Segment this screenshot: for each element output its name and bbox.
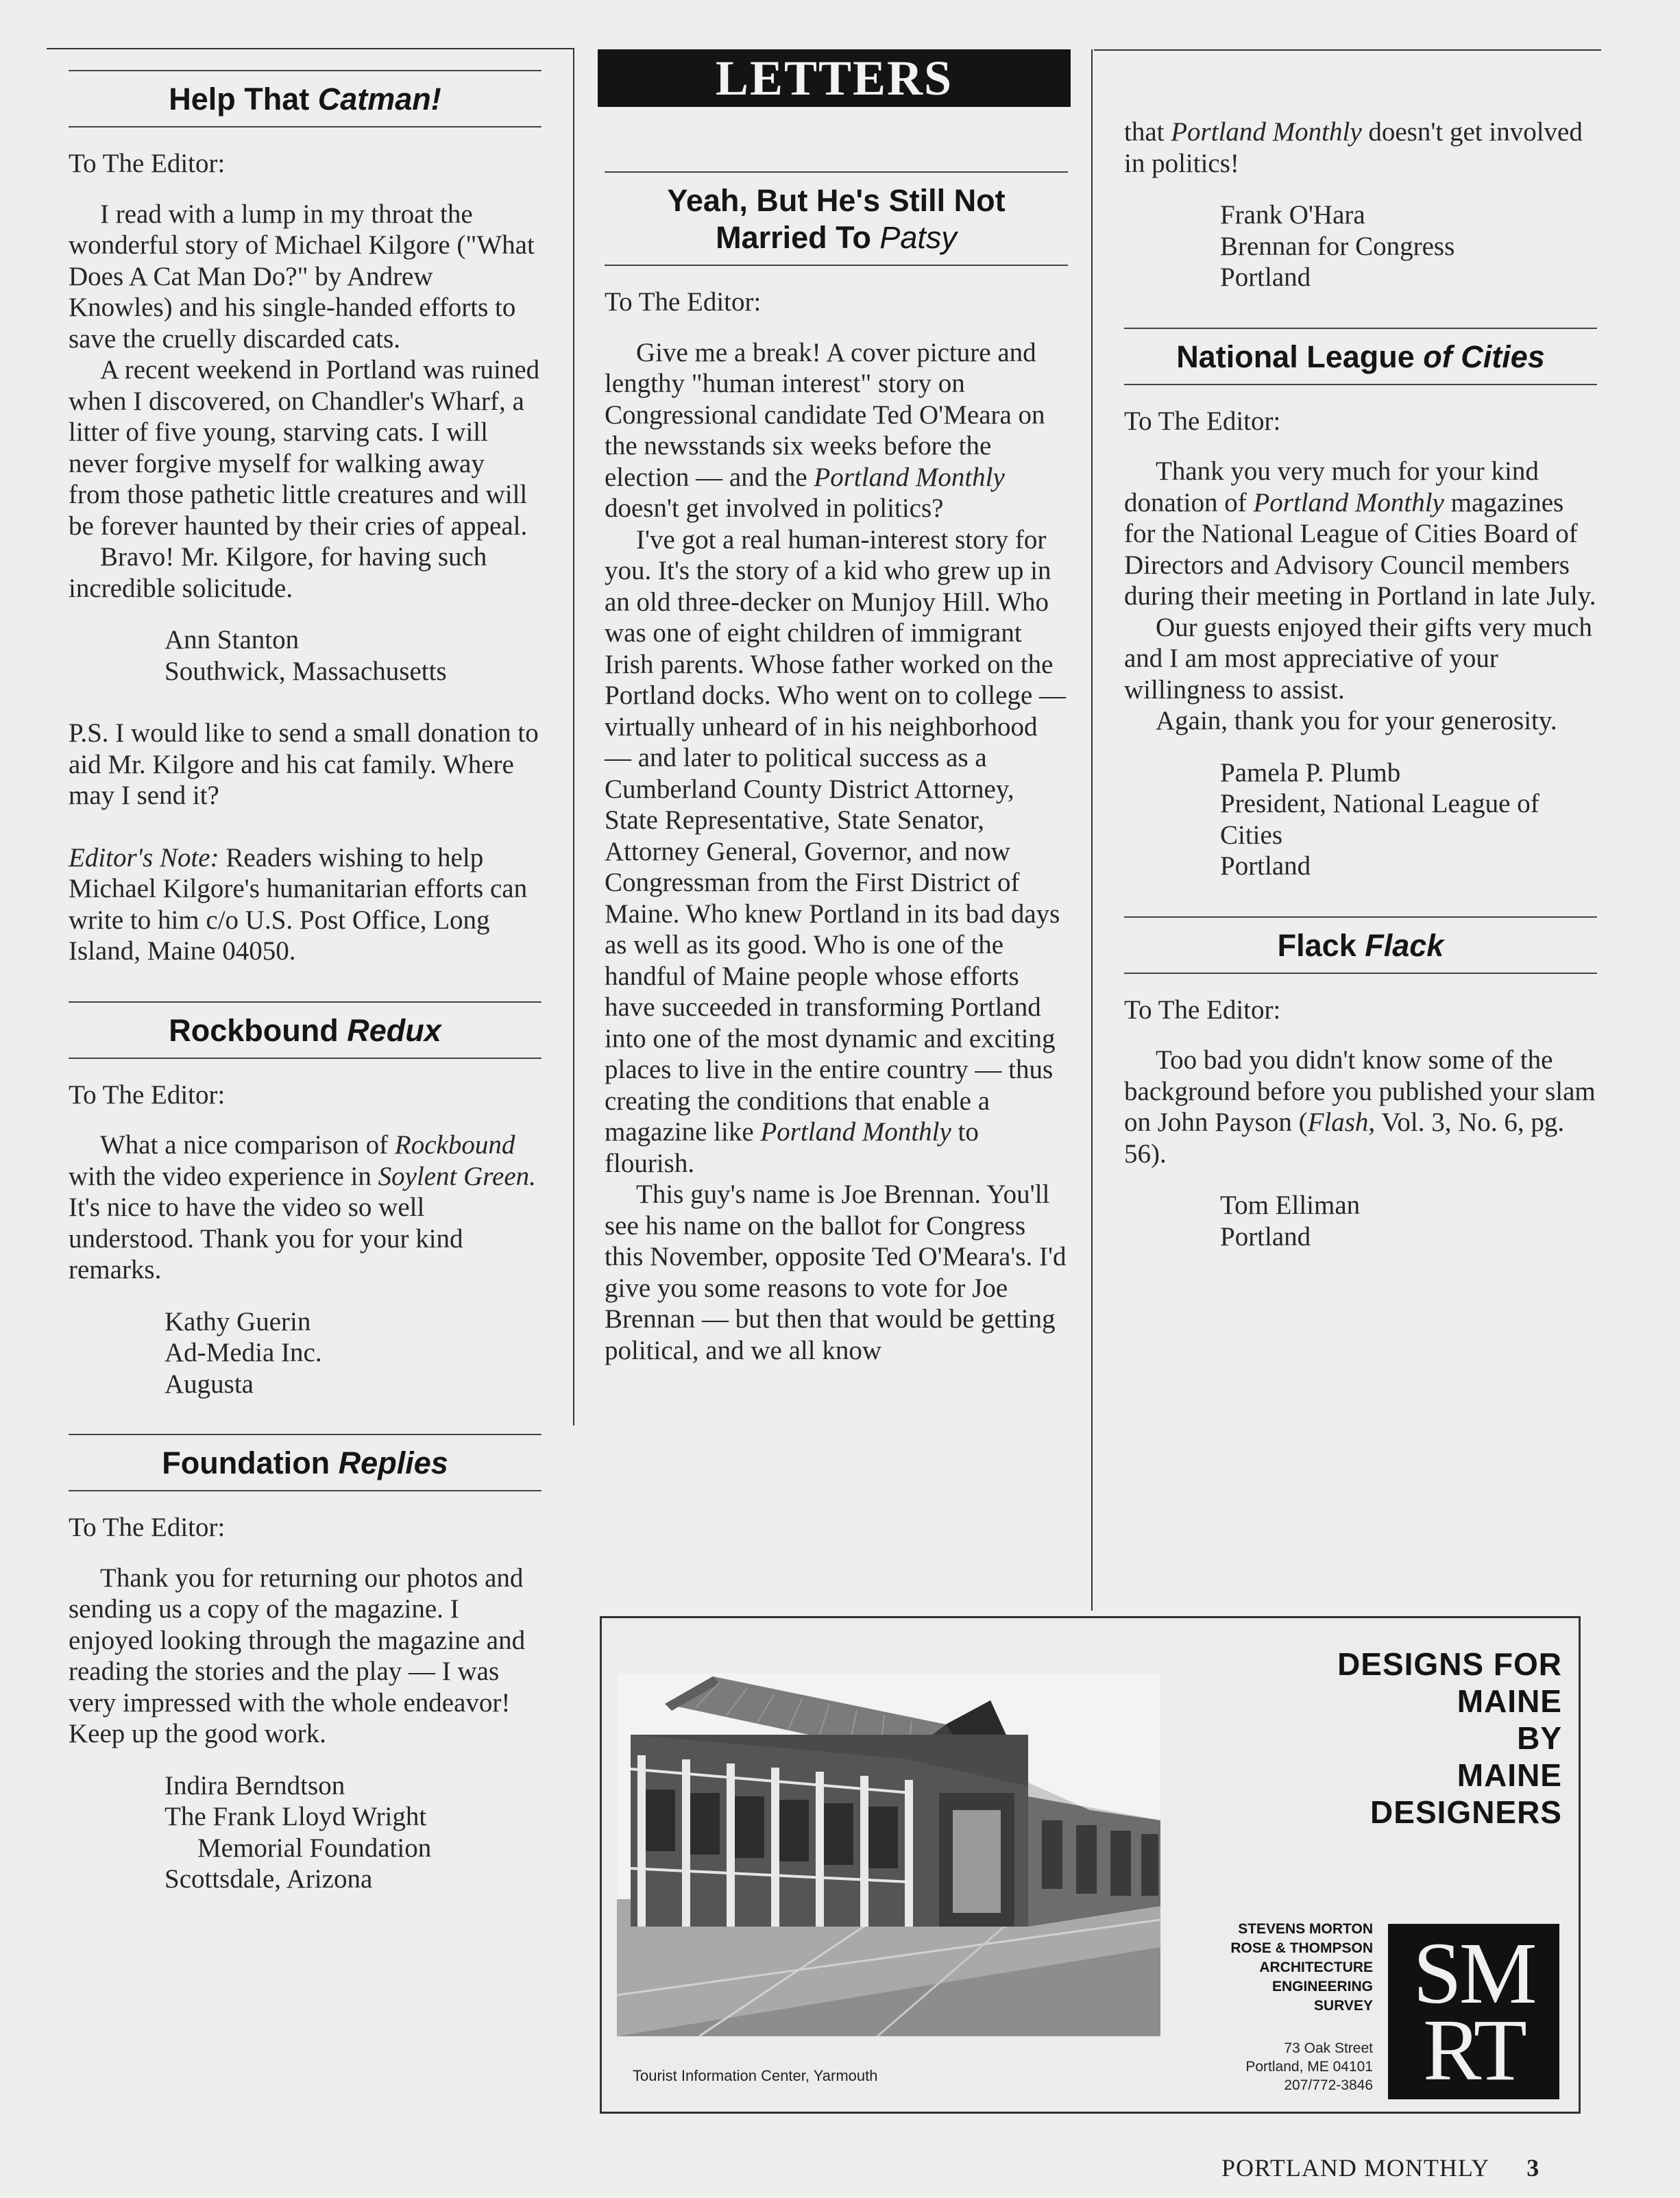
signature-place: Southwick, Massachusetts	[165, 656, 447, 686]
signature	[165, 1306, 541, 1400]
headline-bold: Rockbound	[169, 1012, 339, 1048]
signature-org: Ad-Media Inc.	[165, 1338, 322, 1367]
text-run: Give me a break! A cover picture and lengthy "human interest" story on Congressional candidate Ted O'Meara on the newsstands six weeks before the election — and the	[605, 337, 1045, 492]
letter-patsy-continued	[1124, 117, 1597, 293]
headline-bold: National League	[1176, 339, 1415, 374]
signature-name: Kathy Guerin	[165, 1306, 311, 1336]
text-run: with the video experience in	[69, 1161, 378, 1191]
firm-line: ENGINEERING	[1271, 1979, 1373, 1994]
letter-paragraph: Our guests enjoyed their gifts very much and I am most appreciative of your willingness to assist.	[1124, 612, 1592, 705]
letters-banner: LETTERS	[598, 49, 1071, 107]
signature-title: President, National League of	[1220, 789, 1539, 818]
column-divider-left	[573, 48, 574, 1426]
signature-place: Portland	[1220, 851, 1311, 881]
headline-patsy	[605, 171, 1068, 266]
signature-name: Indira Berndtson	[165, 1770, 345, 1800]
text-run: It's nice to have the video so well understood. Thank you for your kind remarks.	[69, 1193, 463, 1284]
headline-bold: Flack	[1277, 927, 1356, 963]
headline-bold: Married To	[716, 220, 871, 255]
letter-paragraph: This guy's name is Joe Brennan. You'll see his name on the ballot for Congress this November, opposite Ted O'Meara's. I'd give you some reasons to vote for Joe Brennan — but then that would be getting political, and we all know	[605, 1180, 1067, 1365]
italic-title: Rockbound	[394, 1130, 515, 1160]
firm-line: SURVEY	[1314, 1998, 1373, 2014]
signature-name: Ann Stanton	[165, 625, 300, 655]
text-run: doesn't get involved in politics!	[1124, 117, 1583, 178]
address-phone: 207/772-3846	[1284, 2077, 1373, 2093]
letter-paragraph: Thank you for returning our photos and sending us a copy of the magazine. I enjoyed looking through the magazine and reading the stories and the play — I was very impressed with the whole endeavor! Keep up the good work.	[69, 1563, 526, 1748]
headline-italic: Redux	[347, 1012, 441, 1048]
salutation: To The Editor:	[69, 149, 226, 178]
letter-paragraph	[605, 524, 1068, 1180]
firm-line: ROSE & THOMPSON	[1230, 1940, 1373, 1956]
headline-italic: Patsy	[879, 220, 957, 255]
editors-note	[69, 842, 541, 967]
ad-tagline	[1337, 1646, 1562, 1831]
salutation: To The Editor:	[69, 1513, 226, 1542]
editors-note-label: Editor's Note:	[69, 842, 219, 872]
postscript: P.S. I would like to send a small donation to aid Mr. Kilgore and his cat family. Where may I send it?	[69, 718, 539, 810]
signature-place: Augusta	[165, 1369, 254, 1399]
salutation: To The Editor:	[1124, 994, 1281, 1025]
address-line: 73 Oak Street	[1284, 2040, 1373, 2056]
page-footer	[1221, 2153, 1539, 2182]
left-column	[69, 70, 541, 1895]
tagline-line: MAINE	[1457, 1757, 1562, 1793]
text-run: What a nice comparison of	[100, 1130, 395, 1160]
signature-title: Cities	[1220, 820, 1283, 850]
letter-paragraph: Again, thank you for your generosity.	[1156, 706, 1557, 735]
letter-paragraph: Bravo! Mr. Kilgore, for having such incredible solicitude.	[69, 542, 487, 603]
italic-title: Portland Monthly	[1253, 487, 1444, 517]
tagline-line: DESIGNS FOR	[1337, 1646, 1562, 1682]
headline-bold: Help That	[169, 82, 310, 117]
editors-note-text: Readers wishing to help Michael Kilgore's humanitarian efforts can write to him c/o U.S. Post Office, Long Island, Maine 04050.	[69, 842, 528, 966]
signature-name: Pamela P. Plumb	[1220, 757, 1401, 787]
headline-bold: Foundation	[162, 1445, 330, 1480]
italic-title: Soylent Green.	[378, 1161, 536, 1191]
signature	[1220, 757, 1597, 882]
building-photo	[617, 1673, 1160, 2036]
top-rule-right	[1094, 49, 1601, 51]
signature	[165, 1770, 541, 1895]
signature-place: Scottsdale, Arizona	[165, 1864, 373, 1894]
text-run: magazines for the National League of Cities Board of Directors and Advisory Council members during their meeting in Portland in late July.	[1124, 487, 1596, 611]
text-run: to flourish.	[605, 1117, 979, 1178]
letter-foundation	[69, 1434, 541, 1895]
letter-paragraph	[1124, 117, 1597, 179]
letter-paragraph: I read with a lump in my throat the wonderful story of Michael Kilgore ("What Does A Cat Man Do?" by Andrew Knowles) and his single-handed efforts to save the cruelly discarded cats.	[69, 199, 535, 354]
headline-league	[1124, 328, 1597, 385]
letter-catman	[69, 70, 541, 967]
text-run: Vol. 3, No. 6, pg. 56).	[1124, 1108, 1565, 1169]
signature-name: Frank O'Hara	[1220, 200, 1365, 230]
firm-line: ARCHITECTURE	[1259, 1959, 1373, 1975]
page-number: 3	[1526, 2154, 1540, 2182]
column-divider-right	[1091, 49, 1093, 1611]
firm-name	[1230, 1920, 1373, 2016]
headline-italic: Replies	[338, 1445, 448, 1480]
headline-italic: of Cities	[1423, 339, 1545, 374]
italic-title: Portland Monthly	[760, 1117, 951, 1147]
headline-foundation	[69, 1434, 541, 1491]
top-rule	[47, 48, 573, 49]
address-line: Portland, ME 04101	[1245, 2059, 1373, 2075]
signature	[1220, 199, 1597, 293]
letter-rockbound	[69, 1001, 541, 1400]
signature	[1220, 1190, 1597, 1252]
middle-column	[605, 171, 1068, 1366]
signature-place: Portland	[1220, 1221, 1311, 1251]
letter-flack	[1124, 916, 1597, 1253]
text-run: I've got a real human-interest story for you. It's the story of a kid who grew up in an old three-decker on Munjoy Hill. Who was one of eight children of immigrant Irish parents. Whose father worked on the Portland docks. Who went on to college — virtually unheard of in his neighborhood — and later to political success as a Cumberland County District Attorney, State Representative, State Senator, Attorney General, Governor, and now Congressman from the First District of Maine. Who knew Portland in its bad days as well as its good. Who is one of the handful of Maine people whose efforts have succeeded in transforming Portland into one of the most dynamic and exciting places to live in the entire country — thus creating the conditions that enable a magazine like	[605, 524, 1066, 1147]
firm-line: STEVENS MORTON	[1238, 1921, 1373, 1937]
italic-title: Portland Monthly	[814, 462, 1005, 492]
headline-italic: Catman!	[317, 82, 441, 117]
photo-caption: Tourist Information Center, Yarmouth	[633, 2067, 878, 2084]
italic-title: Flash,	[1307, 1108, 1376, 1137]
smrt-advertisement	[600, 1616, 1581, 2114]
signature-name: Tom Elliman	[1220, 1190, 1361, 1220]
letter-patsy	[605, 171, 1068, 1366]
letter-league	[1124, 328, 1597, 882]
headline-italic: Flack	[1365, 927, 1444, 963]
signature-org: Memorial Foundation	[197, 1833, 432, 1863]
letter-paragraph	[605, 337, 1068, 524]
letter-paragraph	[1124, 456, 1597, 612]
signature-org: The Frank Lloyd Wright	[165, 1802, 427, 1831]
right-column	[1124, 117, 1597, 1252]
firm-address	[1245, 2039, 1373, 2095]
signature-org: Brennan for Congress	[1220, 231, 1455, 261]
text-run: Thank you very much for your kind donation of	[1124, 456, 1539, 517]
logo-bottom: RT	[1423, 2001, 1524, 2099]
magazine-name: PORTLAND MONTHLY	[1221, 2154, 1490, 2182]
headline-flack	[1124, 916, 1597, 974]
headline-line: Yeah, But He's Still Not	[667, 183, 1006, 218]
tagline-line: DESIGNERS	[1370, 1794, 1562, 1830]
salutation: To The Editor:	[69, 1079, 226, 1110]
smrt-logo	[1388, 1924, 1559, 2099]
text-run: that	[1124, 117, 1171, 147]
headline-rockbound	[69, 1001, 541, 1059]
letter-paragraph	[69, 1129, 541, 1286]
letter-paragraph	[1124, 1045, 1597, 1169]
signature	[165, 624, 541, 687]
salutation: To The Editor:	[1124, 406, 1281, 436]
letter-paragraph: A recent weekend in Portland was ruined when I discovered, on Chandler's Wharf, a litter of five young, starving cats. I will never forgive myself for walking away from those pathetic little creatures and will be forever haunted by their cries of appeal.	[69, 355, 540, 541]
tagline-line: BY	[1517, 1720, 1562, 1756]
logo-top: SM	[1413, 1925, 1535, 2022]
text-run: Too bad you didn't know some of the background before you published your slam on John Payson (	[1124, 1045, 1596, 1137]
headline-catman	[69, 70, 541, 127]
signature-place: Portland	[1220, 262, 1311, 292]
salutation: To The Editor:	[605, 287, 762, 317]
tagline-line: MAINE	[1457, 1683, 1562, 1719]
italic-title: Portland Monthly	[1171, 117, 1362, 147]
text-run: doesn't get involved in politics?	[605, 493, 944, 523]
